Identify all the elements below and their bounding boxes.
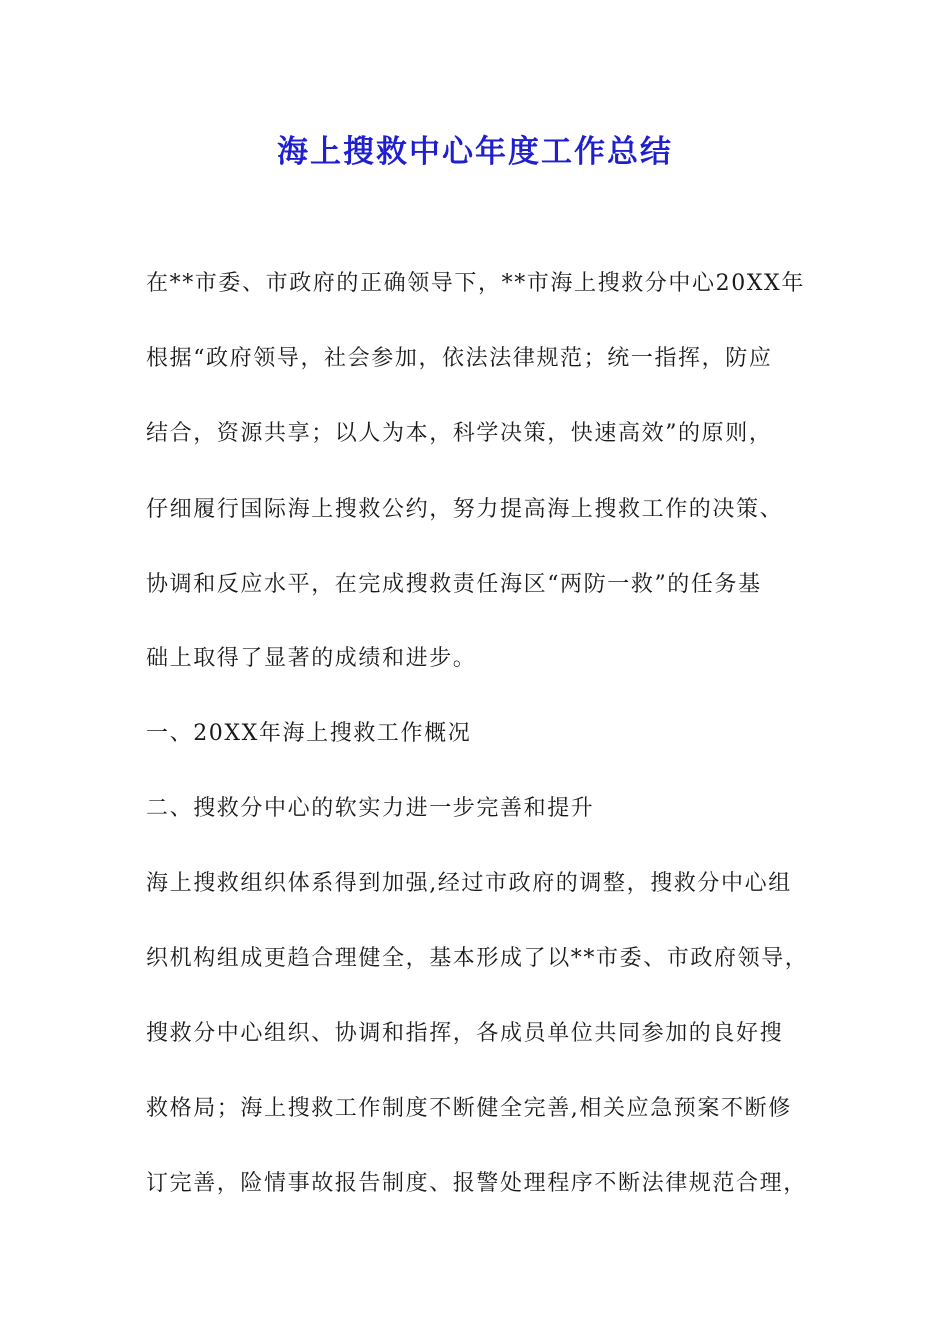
- body-line-2: 根据“政府领导，社会参加，依法法律规范；统一指挥，防应: [146, 346, 773, 371]
- page-title: 海上搜救中心年度工作总结: [277, 134, 673, 170]
- section-heading-1: 一、20XX年海上搜救工作概况: [146, 721, 472, 746]
- body-line-5: 协调和反应水平，在完成搜救责任海区“两防一救”的任务基: [146, 572, 762, 597]
- body-line-8: 织机构组成更趋合理健全，基本形成了以**市委、市政府领导，: [146, 946, 809, 971]
- body-line-7: 海上搜救组织体系得到加强,经过市政府的调整，搜救分中心组: [146, 871, 792, 896]
- body-line-4: 仔细履行国际海上搜救公约，努力提高海上搜救工作的决策、: [146, 497, 784, 522]
- body-line-11: 订完善，险情事故报告制度、报警处理程序不断法律规范合理，: [146, 1171, 807, 1196]
- body-line-3: 结合，资源共享；以人为本，科学决策，快速高效”的原则，: [146, 421, 773, 446]
- section-heading-2: 二、搜救分中心的软实力进一步完善和提升: [146, 796, 595, 821]
- body-line-6: 础上取得了显著的成绩和进步。: [146, 646, 477, 671]
- body-line-9: 搜救分中心组织、协调和指挥，各成员单位共同参加的良好搜: [146, 1021, 784, 1046]
- body-line-1: 在**市委、市政府的正确领导下，**市海上搜救分中心20XX年: [146, 271, 805, 296]
- body-line-10: 救格局；海上搜救工作制度不断健全完善,相关应急预案不断修: [146, 1096, 792, 1121]
